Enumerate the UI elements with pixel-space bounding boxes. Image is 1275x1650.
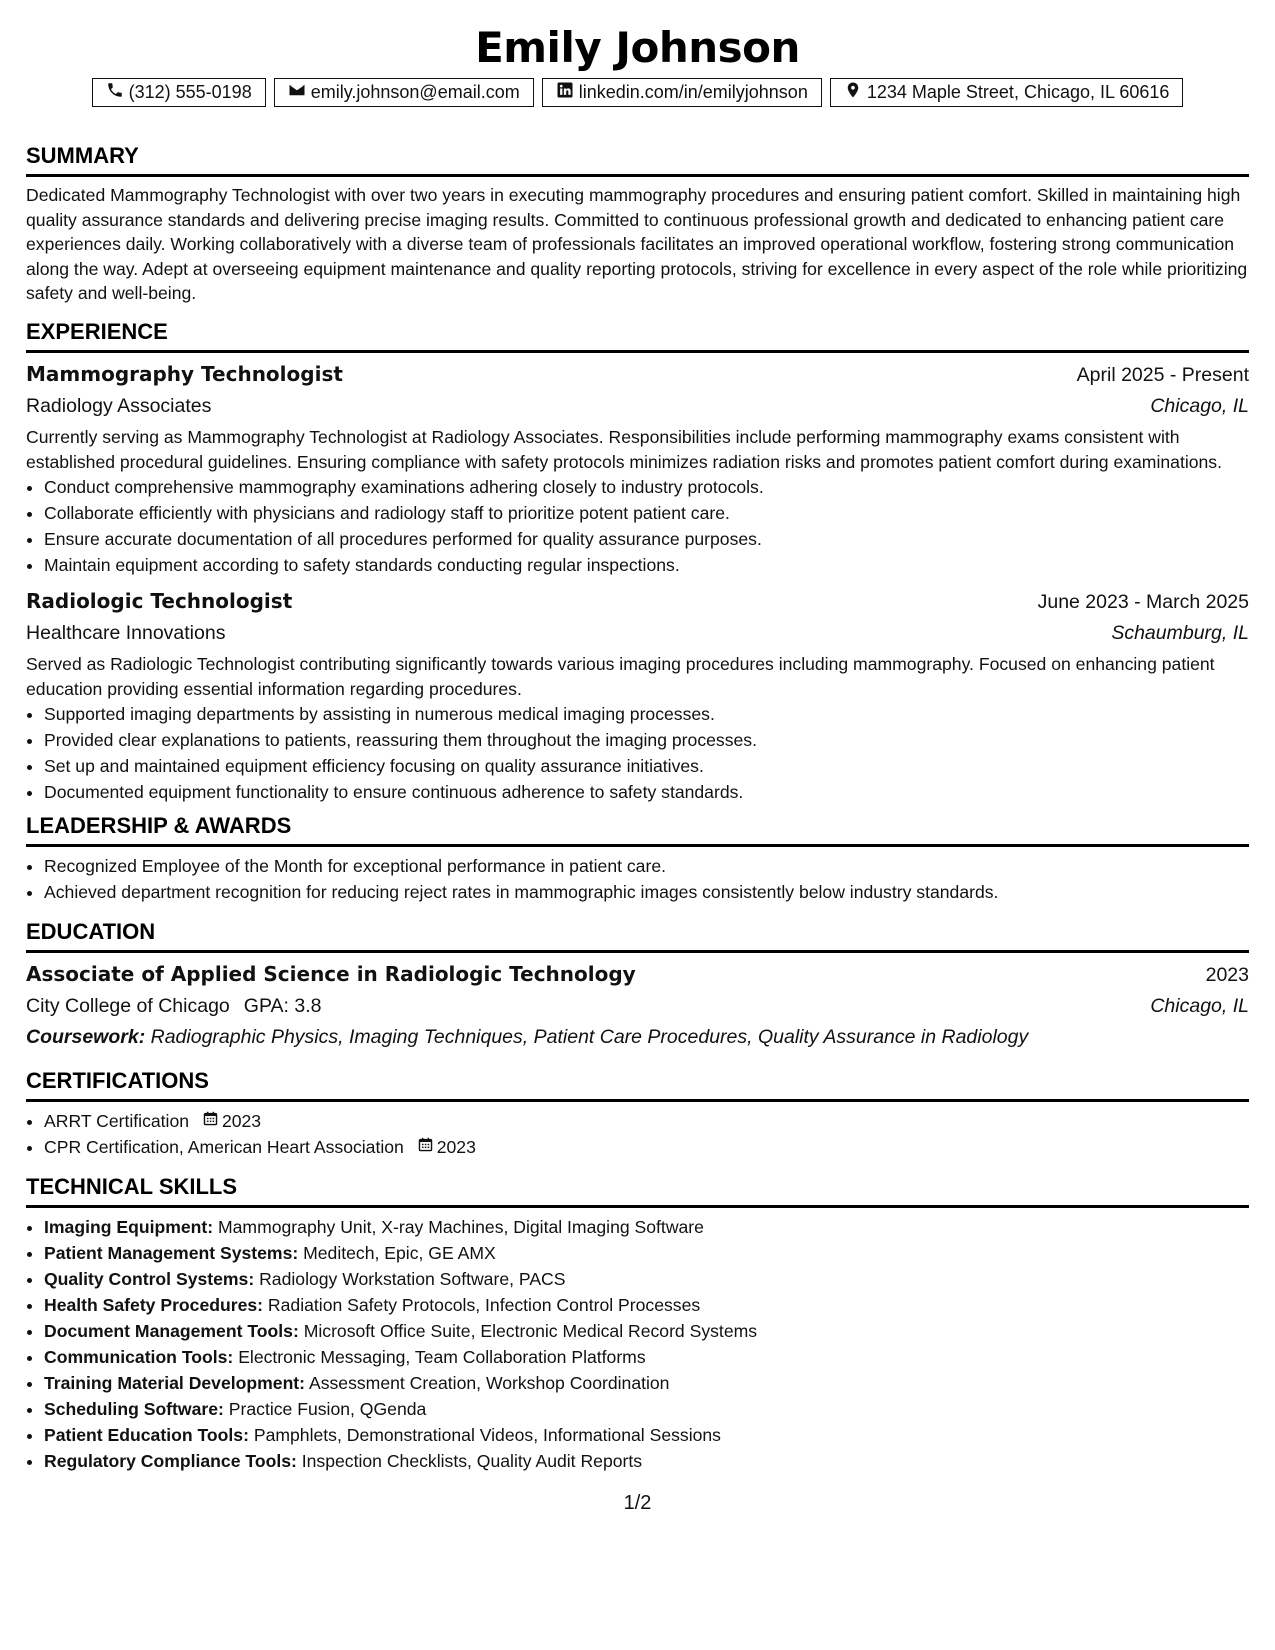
school-name: City College of Chicago <box>26 995 230 1018</box>
experience-section <box>26 319 1249 805</box>
gpa-value: GPA: 3.8 <box>243 995 322 1018</box>
summary-text: Dedicated Mammography Technologist with over two years in executing mammography procedures and ensuring patient comfort. Skilled in maintaining high quality assurance standards and delivering precise imaging results. Committed to continuous professional growth and dedicated to enhancing patient care experiences daily. Working collaboratively with a diverse team of professionals facilitates an improved operational workflow, fostering strong communication along the way. Adept at overseeing equipment maintenance and quality reporting protocols, striving for excellence in every aspect of the role while prioritizing safety and well-being. <box>26 185 1248 304</box>
list-item <box>44 1422 1249 1448</box>
section-title: TECHNICAL SKILLS <box>26 1174 238 1200</box>
list-item <box>44 1370 1249 1396</box>
skill-category: Health Safety Procedures: <box>44 1295 264 1316</box>
contact-email[interactable] <box>274 78 534 107</box>
contact-linkedin[interactable] <box>542 78 822 107</box>
skill-category: Quality Control Systems: <box>44 1269 255 1290</box>
linkedin-icon <box>556 81 574 104</box>
job-title: Mammography Technologist <box>26 361 343 386</box>
job-location: Chicago, IL <box>1150 394 1249 417</box>
graduation-year: 2023 <box>1205 964 1249 987</box>
section-title: SUMMARY <box>26 143 139 168</box>
contact-email-text: emily.johnson@email.com <box>310 82 520 102</box>
skill-values: Radiation Safety Protocols, Infection Control Processes <box>267 1295 701 1316</box>
list-item <box>44 1396 1249 1422</box>
list-item: • Maintain equipment according to safety standards conducting regular inspections. <box>44 552 1249 578</box>
list-item: • Collaborate efficiently with physicians and radiology staff to prioritize potent patient care. <box>44 500 1249 526</box>
page-number: 1/2 <box>623 1492 652 1514</box>
contact-phone-text: (312) 555-0198 <box>128 82 252 102</box>
list-item: • Documented equipment functionality to ensure continuous adherence to safety standards. <box>44 779 1249 805</box>
section-divider <box>26 1099 1249 1102</box>
skill-values: Mammography Unit, X-ray Machines, Digital Imaging Software <box>217 1217 704 1238</box>
section-divider <box>26 174 1249 177</box>
list-item <box>44 1318 1249 1344</box>
coursework-line <box>26 1022 1249 1052</box>
contact-bar <box>26 78 1249 107</box>
list-item: • Ensure accurate documentation of all procedures performed for quality assurance purposes. <box>44 526 1249 552</box>
coursework-list: Radiographic Physics, Imaging Techniques, Patient Care Procedures, Quality Assurance in Radiology <box>150 1026 1029 1049</box>
section-divider <box>26 844 1249 847</box>
summary-section <box>26 143 1249 306</box>
degree-title: Associate of Applied Science in Radiologic Technology <box>26 962 636 987</box>
skill-category: Communication Tools: <box>44 1347 234 1368</box>
skill-category: Imaging Equipment: <box>44 1217 214 1238</box>
skill-values: Meditech, Epic, GE AMX <box>303 1243 496 1264</box>
calendar-icon <box>202 1108 219 1134</box>
skill-values: Microsoft Office Suite, Electronic Medical Record Systems <box>303 1321 758 1342</box>
calendar-icon <box>417 1134 434 1160</box>
skill-category: Patient Education Tools: <box>44 1425 249 1446</box>
list-item <box>44 1108 1249 1134</box>
job-dates: April 2025 - Present <box>1076 363 1249 386</box>
skill-category: Training Material Development: <box>44 1373 306 1394</box>
list-item: • Conduct comprehensive mammography examinations adhering closely to industry protocols. <box>44 474 1249 500</box>
contact-phone[interactable] <box>92 78 266 107</box>
certification-year: 2023 <box>221 1111 262 1132</box>
skill-category: Patient Management Systems: <box>44 1243 299 1264</box>
skill-category: Document Management Tools: <box>44 1321 299 1342</box>
job-bullets <box>26 701 1249 805</box>
section-title: LEADERSHIP & AWARDS <box>26 813 292 839</box>
certification-name: CPR Certification, American Heart Association <box>44 1137 404 1158</box>
skill-values: Pamphlets, Demonstrational Videos, Informational Sessions <box>253 1425 721 1446</box>
job-title: Radiologic Technologist <box>26 589 293 614</box>
skill-values: Electronic Messaging, Team Collaboration Platforms <box>238 1347 646 1368</box>
list-item: • Recognized Employee of the Month for exceptional performance in patient care. <box>44 853 1249 879</box>
list-item <box>44 1266 1249 1292</box>
skills-list <box>26 1214 1249 1474</box>
contact-address-text: 1234 Maple Street, Chicago, IL 60616 <box>866 82 1170 102</box>
job-entry <box>26 586 1249 805</box>
map-pin-icon <box>844 81 862 104</box>
certifications-section <box>26 1068 1249 1160</box>
list-item <box>44 1292 1249 1318</box>
job-description: Currently serving as Mammography Technologist at Radiology Associates. Responsibilities include performing mammography exams consistent with established procedural guidelines. Ensuring compliance with safety protocols minimizes radiation risks and promotes patient comfort during examinations. <box>26 426 1222 472</box>
list-item: • Achieved department recognition for reducing reject rates in mammographic images consistently below industry standards. <box>44 879 1249 905</box>
job-employer: Healthcare Innovations <box>26 622 226 645</box>
section-title: EXPERIENCE <box>26 318 168 344</box>
job-description: Served as Radiologic Technologist contributing significantly towards various imaging procedures including mammography. Focused on enhancing patient education providing essential information regarding procedures. <box>26 654 1215 699</box>
envelope-icon <box>288 81 306 104</box>
list-item: • Supported imaging departments by assisting in numerous medical imaging processes. <box>44 701 1249 727</box>
skills-section <box>26 1174 1249 1474</box>
list-item <box>44 1214 1249 1240</box>
job-employer: Radiology Associates <box>26 394 212 417</box>
list-item <box>44 1344 1249 1370</box>
certification-year: 2023 <box>436 1137 476 1158</box>
skill-values: Radiology Workstation Software, PACS <box>259 1269 566 1290</box>
list-item <box>44 1134 1249 1160</box>
skill-values: Practice Fusion, QGenda <box>228 1399 427 1420</box>
contact-linkedin-text: linkedin.com/in/emilyjohnson <box>578 82 808 102</box>
job-entry <box>26 359 1249 578</box>
list-item: • Provided clear explanations to patients, reassuring them throughout the imaging processes. <box>44 727 1249 753</box>
skill-category: Regulatory Compliance Tools: <box>44 1451 297 1472</box>
leadership-section <box>26 813 1249 905</box>
coursework-label: Coursework: <box>26 1026 146 1049</box>
skill-values: Inspection Checklists, Quality Audit Reports <box>301 1451 643 1472</box>
section-divider <box>26 1205 1249 1208</box>
skill-category: Scheduling Software: <box>44 1399 224 1420</box>
section-title: EDUCATION <box>26 919 156 945</box>
job-dates: June 2023 - March 2025 <box>1037 591 1249 614</box>
school-location: Chicago, IL <box>1150 995 1249 1018</box>
education-section <box>26 919 1249 1052</box>
certifications-list <box>26 1108 1249 1160</box>
skill-values: Assessment Creation, Workshop Coordination <box>308 1373 670 1394</box>
certification-name: ARRT Certification <box>44 1111 190 1132</box>
contact-address[interactable] <box>830 78 1184 107</box>
candidate-name: Emily Johnson <box>475 23 800 72</box>
list-item <box>44 1448 1249 1474</box>
list-item: • Set up and maintained equipment efficiency focusing on quality assurance initiatives. <box>44 753 1249 779</box>
section-divider <box>26 950 1249 953</box>
section-divider <box>26 350 1249 353</box>
list-item <box>44 1240 1249 1266</box>
phone-icon <box>106 81 124 104</box>
section-title: CERTIFICATIONS <box>26 1068 209 1094</box>
job-location: Schaumburg, IL <box>1111 622 1249 645</box>
job-bullets <box>26 474 1249 578</box>
leadership-bullets <box>26 853 1249 905</box>
